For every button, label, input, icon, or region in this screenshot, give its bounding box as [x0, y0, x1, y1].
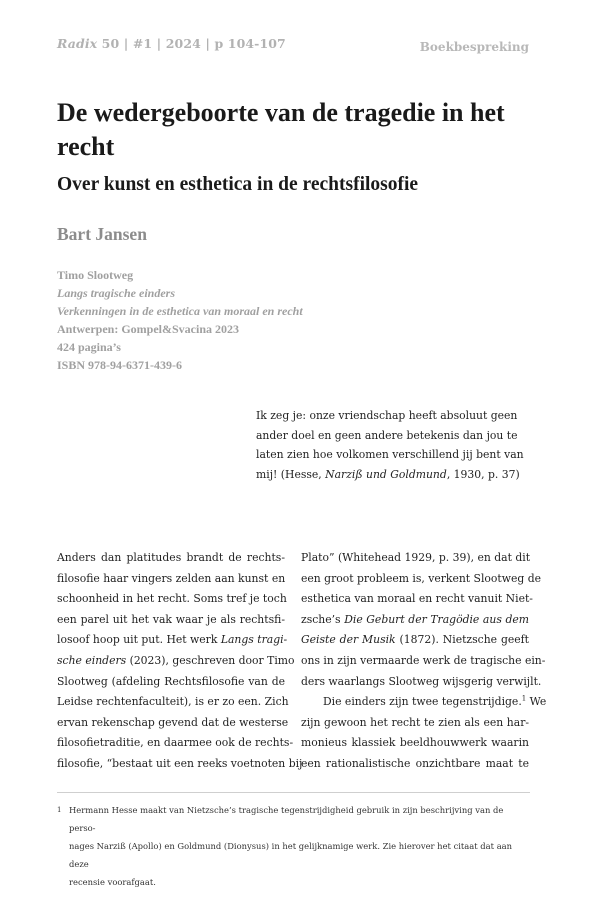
running-header	[57, 36, 286, 51]
work-title-ref: Die Geburt der Tragödie aus dem	[344, 612, 529, 626]
body-text: Die einders zijn twee tegenstrijdige.	[323, 695, 522, 709]
book-title: Langs tragische einders	[57, 286, 176, 300]
book-details	[57, 266, 477, 374]
body-line: een groot probleem is, verkent Slootweg de	[301, 571, 542, 585]
body-text: (1872). Nietzsche geeft	[395, 633, 530, 647]
body-line: een parel uit het vak waar je als rechtsfi-	[57, 612, 285, 626]
footnote-text	[69, 801, 532, 891]
footnote-marker[interactable]: 1	[521, 694, 527, 703]
body-column-right	[301, 548, 547, 775]
work-title-ref: Geiste der Musik	[301, 633, 396, 647]
body-line	[57, 651, 295, 672]
book-author: Timo Slootweg	[57, 268, 134, 282]
article-subtitle: Over kunst en esthetica in de rechtsfilosofie	[57, 174, 419, 195]
body-line: ons in zijn vermaarde werk de tragische ein-	[301, 653, 546, 667]
body-text: zsche’s	[301, 612, 345, 626]
article-title: De wedergeboorte van de tragedie in het recht	[57, 98, 505, 161]
body-line	[57, 630, 288, 651]
body-line: esthetica van moraal en recht vanuit Niet-	[301, 592, 533, 606]
issue-info: 50 | #1 | 2024 | p 104-107	[101, 36, 286, 51]
book-pages: 424 pagina’s	[57, 340, 121, 354]
body-line: zijn gewoon het recht te zien als een har-	[301, 715, 529, 729]
journal-name: Radix	[57, 36, 98, 51]
body-line: monieus klassiek beeldhouwwerk waarin	[301, 736, 529, 750]
body-line	[301, 610, 529, 631]
article-author: Bart Jansen	[57, 224, 147, 244]
body-line: ervan rekenschap gevend dat de westerse	[57, 715, 289, 729]
epigraph-work: Narziß und Goldmund	[325, 467, 447, 481]
body-text: (2023), geschreven door Timo	[126, 653, 295, 667]
body-line: filosofietraditie, en daarmee ook de rechts-	[57, 736, 294, 750]
book-subtitle: Verkenningen in de esthetica van moraal en recht	[57, 304, 303, 318]
body-line	[301, 630, 529, 651]
body-text: losoof hoop uit put. Het werk	[57, 633, 221, 647]
section-label: Boekbespreking	[419, 40, 529, 54]
body-line: filosofie haar vingers zelden aan kunst en	[57, 571, 286, 585]
body-line: een rationalistische onzichtbare maat te	[301, 756, 529, 770]
footnote-line: Hermann Hesse maakt van Nietzsche’s tragische tegenstrijdigheid gebruik in zijn beschrijving van de perso-	[69, 805, 504, 833]
footnote-line: recensie voorafgaat.	[69, 877, 156, 887]
book-title-ref: Langs tragi-	[220, 633, 288, 647]
body-line: Plato” (Whitehead 1929, p. 39), en dat dit	[301, 551, 531, 564]
footnote-number: 1	[57, 806, 62, 814]
epigraph-text: Ik zeg je: onze vriendschap heeft absoluut geen ander doel en geen andere betekenis dan jou te laten zien hoe volkomen verschillend jij bent van mij! (Hesse,	[256, 409, 524, 481]
epigraph-quote	[256, 406, 531, 484]
footnote	[57, 801, 532, 891]
body-column-left	[57, 548, 303, 775]
body-line: Slootweg (afdeling Rechtsfilosofie van de	[57, 674, 285, 688]
body-line: Anders dan platitudes brandt de rechts-	[57, 551, 285, 564]
body-line: filosofie, “bestaat uit een reeks voetnoten bij	[57, 756, 303, 770]
footnote-divider	[57, 792, 530, 793]
book-title-ref: sche einders	[57, 653, 127, 667]
body-line: Leidse rechtenfaculteit), is er zo een. Zich	[57, 695, 289, 709]
body-line: schoonheid in het recht. Soms tref je toch	[57, 592, 287, 606]
book-publisher: Antwerpen: Gompel&Svacina 2023	[57, 322, 239, 336]
body-line: ders waarlangs Slootweg wijsgerig verwijlt.	[301, 674, 542, 688]
book-isbn: ISBN 978-94-6371-439-6	[57, 358, 182, 372]
footnote-line: nages Narziß (Apollo) en Goldmund (Dionysus) in het gelijknamige werk. Zie hierover het citaat dat aan deze	[69, 841, 513, 869]
body-line	[301, 692, 547, 713]
body-text: We	[526, 695, 547, 709]
epigraph-ref: , 1930, p. 37)	[446, 467, 520, 481]
